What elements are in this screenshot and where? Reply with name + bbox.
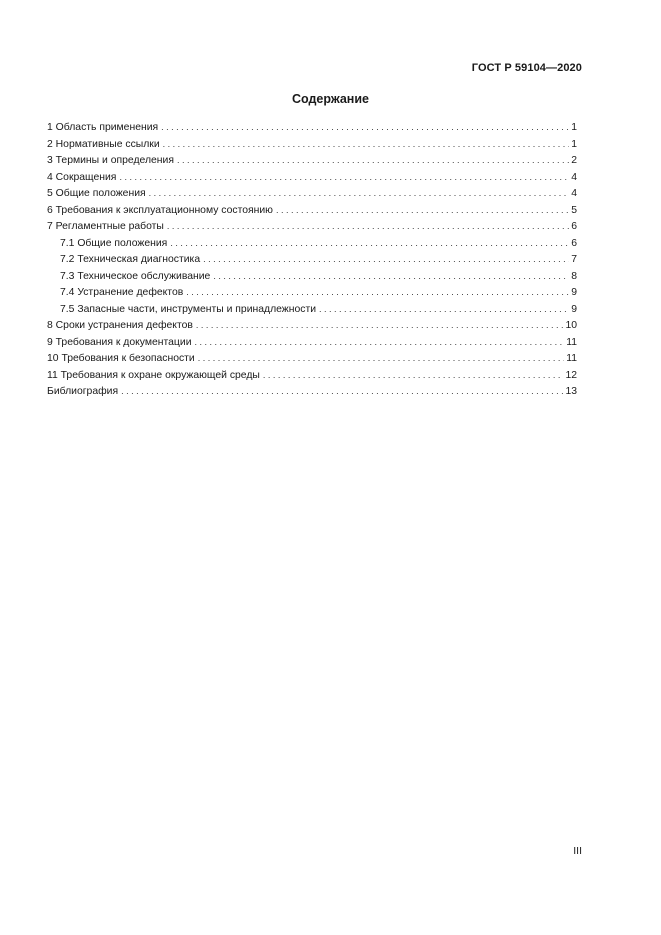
toc-entry[interactable] xyxy=(47,169,577,186)
table-of-contents xyxy=(47,119,577,400)
toc-entry[interactable] xyxy=(47,334,577,351)
toc-dot-leader xyxy=(119,169,569,186)
toc-dot-leader xyxy=(170,235,569,252)
toc-dot-leader xyxy=(196,317,564,334)
toc-dot-leader xyxy=(121,383,563,400)
toc-entry-title: 7 Регламентные работы xyxy=(47,221,164,232)
toc-dot-leader xyxy=(177,152,569,169)
toc-entry-page: 13 xyxy=(565,386,577,397)
toc-dot-leader xyxy=(149,185,570,202)
toc-dot-leader xyxy=(167,218,569,235)
toc-entry[interactable] xyxy=(47,152,577,169)
toc-entry-page: 4 xyxy=(571,188,577,199)
toc-entry-page: 12 xyxy=(565,369,577,381)
toc-dot-leader xyxy=(195,334,565,351)
toc-entry-title: 6 Требования к эксплуатационному состоянию xyxy=(47,204,273,216)
toc-entry-title: 1 Область применения xyxy=(47,122,159,133)
page-number: III xyxy=(573,845,582,857)
toc-entry-page: 7 xyxy=(571,254,577,265)
toc-entry[interactable] xyxy=(47,367,577,384)
toc-dot-leader xyxy=(213,268,569,285)
toc-dot-leader xyxy=(161,119,569,136)
toc-subentry[interactable] xyxy=(47,301,577,318)
toc-entry-page: 8 xyxy=(571,270,577,282)
toc-entry-page: 1 xyxy=(571,122,577,133)
toc-dot-leader xyxy=(203,251,569,268)
toc-entry[interactable] xyxy=(47,119,577,136)
toc-entry-page: 6 xyxy=(571,237,577,249)
toc-dot-leader xyxy=(263,367,564,384)
toc-entry[interactable] xyxy=(47,185,577,202)
toc-entry-page: 9 xyxy=(571,287,577,298)
toc-entry[interactable] xyxy=(47,350,577,367)
toc-entry-title: 7.1 Общие положения xyxy=(60,237,168,249)
toc-dot-leader xyxy=(319,301,569,318)
toc-entry-page: 6 xyxy=(571,221,577,232)
toc-entry-page: 9 xyxy=(571,303,577,315)
toc-subentry[interactable] xyxy=(47,268,577,285)
toc-entry-title: 8 Сроки устранения дефектов xyxy=(47,320,193,331)
toc-dot-leader xyxy=(276,202,569,219)
toc-entry-page: 2 xyxy=(571,155,577,166)
toc-entry-title: 3 Термины и определения xyxy=(47,155,174,166)
toc-entry-title: Библиография xyxy=(47,386,119,397)
toc-heading: Содержание xyxy=(291,92,369,106)
toc-entry-title: 9 Требования к документации xyxy=(47,336,192,348)
toc-subentry[interactable] xyxy=(47,235,577,252)
toc-entry-title: 2 Нормативные ссылки xyxy=(47,138,160,150)
toc-entry-page: 4 xyxy=(571,171,577,183)
document-code: ГОСТ Р 59104—2020 xyxy=(471,62,582,74)
toc-entry-title: 5 Общие положения xyxy=(47,188,146,199)
toc-dot-leader xyxy=(198,350,564,367)
toc-entry-page: 10 xyxy=(565,320,577,331)
toc-subentry[interactable] xyxy=(47,251,577,268)
toc-entry-title: 4 Сокращения xyxy=(47,171,117,183)
toc-entry[interactable] xyxy=(47,383,577,400)
toc-dot-leader xyxy=(163,136,570,153)
toc-dot-leader xyxy=(186,284,569,301)
toc-entry-page: 11 xyxy=(566,353,577,364)
toc-entry-title: 7.5 Запасные части, инструменты и принадлежности xyxy=(60,303,317,315)
toc-entry-title: 7.2 Техническая диагностика xyxy=(60,254,201,265)
toc-entry-page: 11 xyxy=(566,336,577,348)
toc-entry[interactable] xyxy=(47,202,577,219)
toc-entry-title: 7.3 Техническое обслуживание xyxy=(60,270,211,282)
toc-entry-page: 5 xyxy=(571,204,577,216)
toc-entry-title: 7.4 Устранение дефектов xyxy=(60,287,184,298)
toc-entry-page: 1 xyxy=(571,138,577,150)
toc-entry[interactable] xyxy=(47,317,577,334)
toc-entry-title: 11 Требования к охране окружающей среды xyxy=(47,369,260,381)
toc-subentry[interactable] xyxy=(47,284,577,301)
toc-entry-title: 10 Требования к безопасности xyxy=(47,353,195,364)
toc-entry[interactable] xyxy=(47,136,577,153)
toc-entry[interactable] xyxy=(47,218,577,235)
